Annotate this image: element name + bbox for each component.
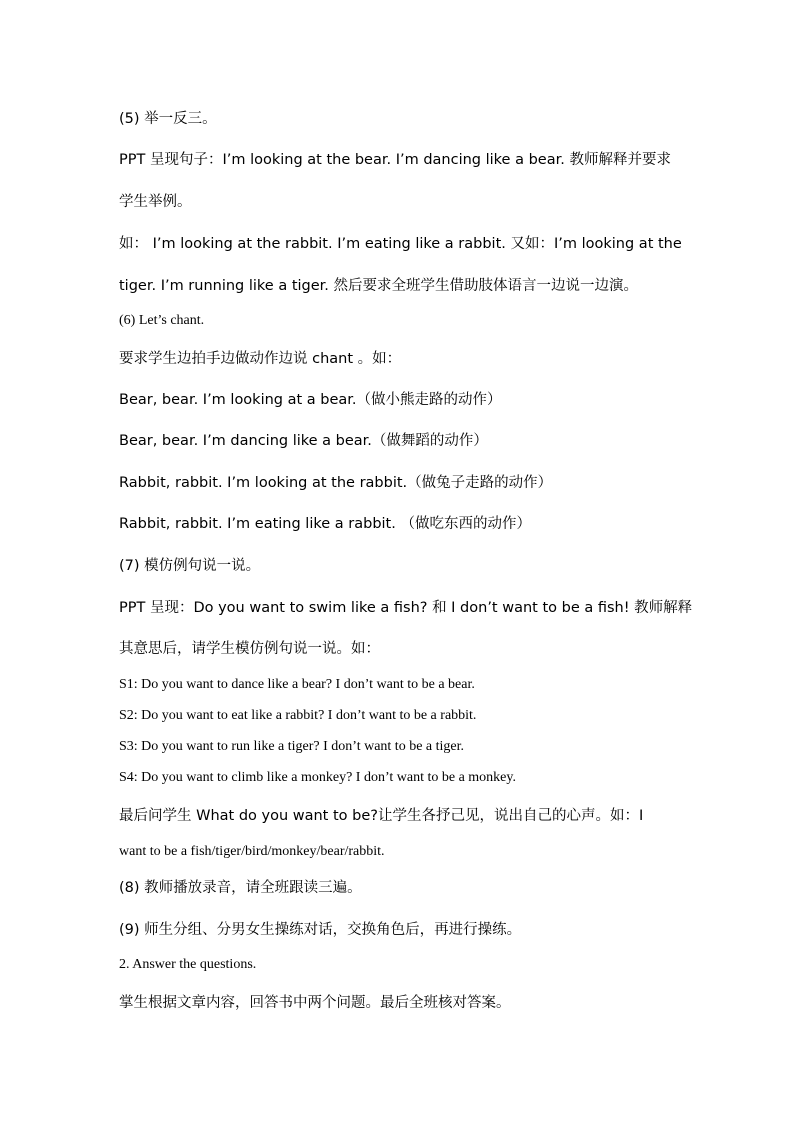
step-8-heading: (8) 教师播放录音，请全班跟读三遍。 [119, 880, 362, 896]
paragraph-line: want to be a fish/tiger/bird/monkey/bear/rabbit. [119, 844, 385, 859]
dialogue-line: S2: Do you want to eat like a rabbit? I don’t want to be a rabbit. [119, 708, 477, 723]
paragraph-line: PPT 呈现：Do you want to swim like a fish? 和 I don’t want to be a fish! 教师解释 [119, 600, 693, 616]
paragraph-line: 如： I’m looking at the rabbit. I’m eating like a rabbit. 又如：I’m looking at the [119, 236, 682, 252]
paragraph-line: 要求学生边拍手边做动作边说 chant 。如： [119, 351, 402, 367]
chant-line: Rabbit, rabbit. I’m eating like a rabbit. （做吃东西的动作） [119, 516, 531, 532]
paragraph-line: 学生举例。 [119, 194, 192, 210]
paragraph-line: 其意思后，请学生模仿例句说一说。如： [119, 641, 380, 657]
chant-line: Bear, bear. I’m looking at a bear.（做小熊走路的动作） [119, 392, 502, 408]
dialogue-line: S1: Do you want to dance like a bear? I don’t want to be a bear. [119, 677, 475, 692]
paragraph-line: tiger. I’m running like a tiger. 然后要求全班学生借助肢体语言一边说一边演。 [119, 278, 639, 294]
chant-line: Bear, bear. I’m dancing like a bear.（做舞蹈的动作） [119, 433, 488, 449]
step-6-heading: (6) Let’s chant. [119, 313, 205, 328]
chant-line: Rabbit, rabbit. I’m looking at the rabbit.（做兔子走路的动作） [119, 475, 553, 491]
paragraph-line: 最后问学生 What do you want to be?让学生各抒己见，说出自己的心声。如：I [119, 808, 644, 824]
paragraph-line: PPT 呈现句子：I’m looking at the bear. I’m dancing like a bear. 教师解释并要求 [119, 152, 671, 168]
step-7-heading: (7) 模仿例句说一说。 [119, 558, 261, 574]
step-5-heading: (5) 举一反三。 [119, 111, 217, 127]
dialogue-line: S3: Do you want to run like a tiger? I don’t want to be a tiger. [119, 739, 465, 754]
dialogue-line: S4: Do you want to climb like a monkey? I don’t want to be a monkey. [119, 770, 516, 785]
section-2-heading: 2. Answer the questions. [119, 957, 257, 972]
step-9-heading: (9) 师生分组、分男女生操练对话，交换角色后，再进行操练。 [119, 922, 522, 938]
paragraph-line: 掌生根据文章内容，回答书中两个问题。最后全班核对答案。 [119, 995, 511, 1011]
